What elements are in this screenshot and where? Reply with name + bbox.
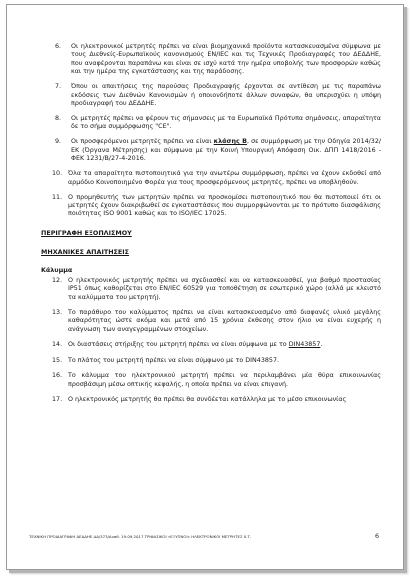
- item-text-start: Οι προσφερόμενοι μετρητές πρέπει να είναι: [71, 138, 214, 146]
- item-number: 15.: [52, 356, 63, 364]
- list-item: [41, 309, 381, 334]
- list-item: [41, 170, 381, 187]
- section-heading-equipment: ΠΕΡΙΓΡΑΦΗ ΕΞΟΠΛΙΣΜΟΥ: [41, 228, 132, 237]
- item-number: 9.: [55, 138, 62, 146]
- item-text: Όπου οι απαιτήσεις της παρούσας Προδιαγραφής έρχονται σε αντίθεση με τις παραπάνω εκδόσεις των Διεθνών Κανονισμών ή οποιονδήποτε άλλων συναφών, θα υπερισχύει η υπόψη προδιαγραφή του ΔΕΔΔΗΕ.: [71, 83, 381, 107]
- item-number: 16.: [52, 372, 63, 380]
- item-text-end: .: [320, 341, 323, 349]
- requirements-list: [41, 43, 381, 219]
- list-item: [41, 396, 381, 404]
- item-number: 14.: [52, 341, 63, 349]
- item-text-end: , σε συμμόρφωση με την Οδηγία 2014/32/ΕΚ (Όργανα Μέτρησης) και σύμφωνα με την Κοινή Υπουργική Απόφαση Οικ. ΔΠΠ 1418/2016 - ΦΕΚ 1231/Β/27-4-2016.: [71, 138, 382, 163]
- section-heading-mechanical: ΜΗΧΑΝΙΚΕΣ ΑΠΑΙΤΗΣΕΙΣ: [41, 248, 130, 257]
- item-number: 8.: [55, 115, 62, 122]
- item-number: 10.: [52, 170, 63, 178]
- din-standard-reference: DIN43857: [288, 341, 321, 349]
- item-text: Το παράθυρο του καλύμματος πρέπει να είναι κατασκευασμένο από διαφανές υλικό μεγάλης καθαρότητας ώστε ακόμα και μετά από 15 χρόνια έκθεσης στον ήλιο να είναι ευχερής η ανάγνωση των αναγεγραμμένων στοιχείων.: [68, 309, 381, 333]
- meter-class-emphasis: κλάσης B: [213, 138, 247, 146]
- subsection-heading-cover: Κάλυμμα: [41, 266, 73, 274]
- item-text: Οι μετρητές πρέπει να φέρουν τις σήμανσεις με τα Ευρωπαϊκά Πρότυπα σημάνσεις, απαραίτητα δε το σήμα συμμόρφωσης "CE".: [71, 115, 381, 131]
- list-item: [41, 83, 381, 108]
- item-text: Ο ηλεκτρονικός μετρητής πρέπει να σχεδιασθεί και να κατασκευασθεί, για βαθμό προστασίας IP51 όπως καθορίζεται στο EN/IEC 60529 για τοποθέτηση σε εσωτερικό χώρο (αλλά με κλειστό τα καλύμματα του μετρητή).: [68, 276, 381, 301]
- item-number: 11.: [52, 193, 63, 201]
- item-text: [68, 341, 381, 349]
- item-text: [71, 138, 381, 163]
- item-number: 7.: [55, 83, 62, 91]
- page-number: 6: [374, 533, 379, 540]
- list-item: [41, 194, 381, 219]
- item-text: Το πλάτος του μετρητή πρέπει να είναι σύμφωνο με το DIN43857.: [68, 356, 279, 364]
- item-text: Ο προμηθευτής των μετρητών πρέπει να προσκομίσει πιστοποιητικό που θα πιστοποιεί ότι οι μετρητές έχουν διακριβωθεί σε εγκαταστάσεις που συμμορφώνονται με το πρότυπο διασφάλισης ποιότητας ISO 9001 καθώς και το ISO/IEC 17025.: [68, 193, 381, 218]
- document-page: [6, 4, 404, 570]
- list-item: [41, 372, 381, 389]
- item-number: 6.: [55, 43, 62, 50]
- item-number: 12.: [52, 276, 63, 284]
- list-item: [41, 277, 381, 302]
- item-text-start: Οι διαστάσεις στήριξης του μετρητή πρέπει να είναι σύμφωνα με το: [68, 341, 289, 349]
- page-footer: [29, 534, 381, 539]
- mechanical-requirements-list: [41, 277, 381, 405]
- item-number: 17.: [52, 396, 63, 404]
- list-item: [41, 357, 381, 365]
- page-content: [41, 43, 381, 412]
- list-item: [41, 341, 381, 349]
- footer-text: ΤΕΧΝΙΚΗ ΠΡΟΔΙΑΓΡΑΦΗ ΔΕΔΔΗΕ ΔΔ/373/Αναθ. 19.09.2017 ΤΡΙΦΑΣΙΚΟΙ «ΕΞΥΠΝΟΙ» ΗΛΕΚΤΡΟΝΙΚΟΙ ΜΕΤΡΗΤΕΣ Χ.Τ.: [29, 534, 252, 539]
- item-text: Ο ηλεκτρονικός μετρητής θα πρέπει θα συνδέεται κατάλληλα με το μέσο επικοινωνίας: [68, 396, 347, 404]
- list-item: [41, 115, 381, 132]
- item-text: Το κάλυμμα του ηλεκτρονικού μετρητή πρέπει να περιλαμβάνει μία θύρα επικοινωνίας προσβάσιμη μέσω οπτικής κεφαλής, η οποία πρέπει να είναι επιγανή.: [68, 372, 381, 388]
- list-item: [41, 43, 381, 76]
- item-number: 13.: [52, 309, 63, 317]
- item-text: Οι ηλεκτρονικοί μετρητές πρέπει να είναι βιομηχανικά προϊόντα κατασκευασμένα σύμφωνα με τους Διεθνείς-Ευρωπαϊκούς κανονισμούς EN/IEC και τις Τεχνικές Προδιαγραφές του ΔΕΔΔΗΕ, που αναφέρονται παραπάνω και είναι σε ισχύ κατά την ημέρα υποβολής των προσφορών καθώς και την ημέρα της εγκατάστασης και της παράδοσης.: [71, 43, 381, 76]
- item-text: Όλα τα απαραίτητα πιστοποιητικά για την ανωτέρω συμμόρφωση, πρέπει να έχουν εκδοθεί από αρμόδιο Κοινοποιημένο Φορέα για τους προσφερόμενους μετρητές, πρέπει να υποβληθούν.: [68, 170, 381, 186]
- list-item: [41, 138, 381, 163]
